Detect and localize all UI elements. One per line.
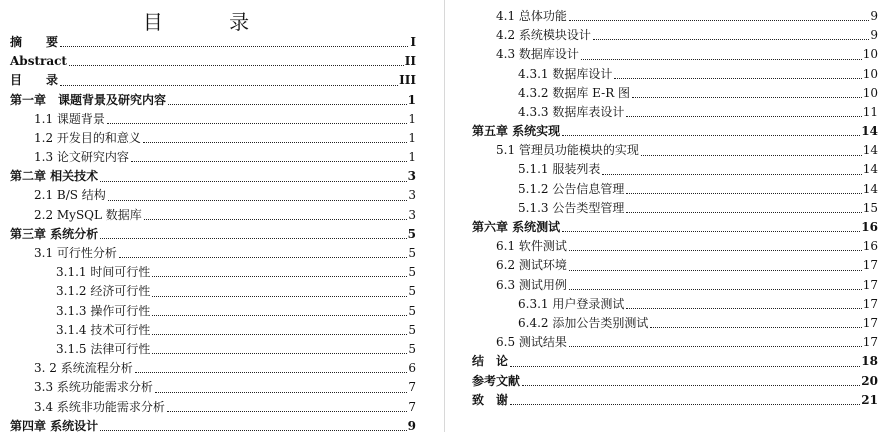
toc-entry[interactable] [10,321,416,340]
dot-leader [60,46,408,47]
toc-entry-page-number: 17 [862,335,878,350]
toc-entry-label: 5.1.2 公告信息管理 [518,181,625,196]
toc-entry-page-number: 3 [407,169,416,184]
toc-entry[interactable] [10,167,416,186]
toc-entry-page-number: 6 [408,361,416,376]
toc-entry-label: 4.3 数据库设计 [496,47,579,62]
toc-entry-label: 6.5 测试结果 [496,335,567,350]
toc-entry[interactable] [10,206,416,225]
toc-entry-label: 5.1 管理员功能模块的实现 [496,143,639,158]
toc-entry-page-number: 9 [407,418,416,433]
dot-leader [152,296,407,297]
toc-entry-label: 6.3 测试用例 [496,277,567,292]
toc-entry-label: 摘 要 [10,34,59,49]
toc-entry-page-number: 10 [862,47,878,62]
toc-entry[interactable] [472,26,878,45]
toc-entry-page-number: 17 [862,315,878,330]
page-title: 目 录 [142,10,280,34]
toc-entry-page-number: 5 [408,341,416,356]
toc-entry-page-number: 1 [408,150,416,165]
toc-entry-label: 6.2 测试环境 [496,258,567,273]
toc-entry-page-number: 5 [407,226,416,241]
toc-entry-label: Abstract [10,54,67,69]
toc-entry-label: 3.1.4 技术可行性 [56,322,151,337]
page-gutter [444,0,445,432]
dot-leader [155,392,407,393]
toc-entry-page-number: II [404,54,416,69]
toc-entry-label: 第二章 相关技术 [10,169,99,184]
dot-leader [522,385,860,386]
toc-entry[interactable] [472,256,878,275]
toc-entry[interactable] [472,391,878,410]
toc-entry-label: 5.1.1 服装列表 [518,162,601,177]
toc-entry-page-number: 1 [408,130,416,145]
toc-entry[interactable] [10,110,416,129]
toc-entry-page-number: I [410,34,416,49]
dot-leader [119,257,407,258]
toc-page-left [0,0,422,432]
toc-entry[interactable] [10,263,416,282]
toc-entry[interactable] [472,161,878,180]
toc-entry[interactable] [472,352,878,371]
toc-entry[interactable] [472,372,878,391]
toc-entry-label: 1.3 论文研究内容 [34,150,129,165]
dot-leader [152,353,407,354]
toc-entry-label: 5.1.3 公告类型管理 [518,200,625,215]
toc-entry-label: 第五章 系统实现 [472,124,561,139]
toc-entry-page-number: 17 [862,277,878,292]
toc-entry-page-number: 5 [408,265,416,280]
dot-leader [135,372,408,373]
toc-entry-page-number: 16 [861,220,878,235]
toc-entry-label: 第六章 系统测试 [472,220,561,235]
dot-leader [569,20,869,21]
toc-entry-page-number: 7 [408,380,416,395]
dot-leader [569,289,862,290]
toc-entry-page-number: 5 [408,322,416,337]
toc-list-right [472,7,878,410]
toc-entry-label: 6.3.1 用户登录测试 [518,296,625,311]
toc-entry-page-number: 18 [861,354,878,369]
toc-entry[interactable] [472,199,878,218]
toc-entry-label: 4.3.2 数据库 E-R 图 [518,85,631,100]
toc-entry-label: 参考文献 [472,373,521,388]
toc-entry-page-number: 11 [862,104,878,119]
dot-leader [168,104,407,105]
dot-leader [569,346,862,347]
toc-entry-label: 6.1 软件测试 [496,239,567,254]
dot-leader [152,334,407,335]
dot-leader [626,308,861,309]
dot-leader [650,327,861,328]
toc-entry[interactable] [10,71,416,90]
dot-leader [107,123,407,124]
dot-leader [131,161,407,162]
toc-entry-label: 第一章 课题背景及研究内容 [10,92,167,107]
toc-entry-label: 2.1 B/S 结构 [34,188,106,203]
dot-leader [144,219,408,220]
toc-entry-label: 目 录 [10,73,59,88]
toc-entry[interactable] [472,180,878,199]
toc-entry-label: 3.4 系统非功能需求分析 [34,399,165,414]
toc-entry-page-number: 1 [408,111,416,126]
toc-entry-label: 结 论 [472,354,509,369]
toc-entry-label: 6.4.2 添加公告类别测试 [518,315,649,330]
toc-entry-label: 1.2 开发目的和意义 [34,130,141,145]
toc-entry-label: 3.1.2 经济可行性 [56,284,151,299]
dot-leader [562,231,860,232]
toc-entry[interactable] [472,65,878,84]
dot-leader [614,78,861,79]
dot-leader [602,174,861,175]
toc-entry-page-number: 1 [407,92,416,107]
toc-entry[interactable] [472,122,878,141]
toc-entry[interactable] [10,359,416,378]
toc-entry-page-number: 3 [408,188,416,203]
toc-entry-label: 3.1.1 时间可行性 [56,265,151,280]
dot-leader [510,404,860,405]
toc-entry[interactable] [10,302,416,321]
dot-leader [510,366,860,367]
toc-entry[interactable] [472,7,878,26]
toc-list-left [10,33,416,436]
toc-entry-page-number: 16 [862,239,878,254]
dot-leader [641,155,862,156]
dot-leader [569,250,862,251]
toc-entry-label: 第四章 系统设计 [10,418,99,433]
toc-entry-label: 4.2 系统模块设计 [496,28,591,43]
dot-leader [143,142,407,143]
toc-entry-page-number: 21 [861,392,878,407]
toc-entry-page-number: 14 [862,181,878,196]
toc-entry-page-number: 5 [408,284,416,299]
toc-entry[interactable] [10,244,416,263]
toc-entry-page-number: 17 [862,258,878,273]
toc-entry[interactable] [10,129,416,148]
toc-entry-label: 2.2 MySQL 数据库 [34,207,142,222]
toc-entry[interactable] [10,52,416,71]
toc-entry-page-number: III [399,73,416,88]
toc-entry-page-number: 7 [408,399,416,414]
dot-leader [593,39,869,40]
toc-entry-label: 4.1 总体功能 [496,8,567,23]
toc-entry-page-number: 15 [862,200,878,215]
toc-entry-page-number: 10 [862,66,878,81]
toc-entry-label: 第三章 系统分析 [10,226,99,241]
dot-leader [152,315,407,316]
toc-entry-page-number: 9 [870,28,878,43]
dot-leader [626,116,861,117]
toc-page-right [466,0,888,432]
toc-entry-page-number: 14 [861,124,878,139]
toc-entry-page-number: 17 [862,296,878,311]
toc-entry-label: 3.1.5 法律可行性 [56,341,151,356]
toc-entry-label: 4.3.3 数据库表设计 [518,104,625,119]
toc-entry-page-number: 3 [408,207,416,222]
toc-entry[interactable] [472,45,878,64]
toc-entry-label: 3.1.3 操作可行性 [56,303,151,318]
toc-entry[interactable] [472,276,878,295]
toc-entry-page-number: 5 [408,303,416,318]
toc-entry-label: 3. 2 系统流程分析 [34,361,133,376]
toc-entry[interactable] [472,84,878,103]
toc-entry-page-number: 20 [861,373,878,388]
toc-entry[interactable] [472,103,878,122]
dot-leader [626,212,861,213]
dot-leader [632,97,862,98]
toc-entry[interactable] [10,378,416,397]
toc-entry-label: 3.3 系统功能需求分析 [34,380,153,395]
dot-leader [108,200,408,201]
dot-leader [60,85,398,86]
toc-entry[interactable] [10,340,416,359]
toc-entry-label: 致 谢 [472,392,509,407]
dot-leader [152,276,407,277]
toc-entry[interactable] [472,295,878,314]
dot-leader [581,59,862,60]
toc-entry-page-number: 14 [862,143,878,158]
toc-entry-label: 1.1 课题背景 [34,111,105,126]
toc-entry-page-number: 9 [870,8,878,23]
toc-entry-page-number: 5 [408,246,416,261]
toc-entry[interactable] [10,417,416,436]
toc-entry-page-number: 10 [862,85,878,100]
dot-leader [69,65,404,66]
toc-entry[interactable] [472,237,878,256]
dot-leader [100,430,406,431]
dot-leader [626,193,861,194]
dot-leader [100,181,406,182]
toc-entry[interactable] [10,33,416,52]
toc-entry[interactable] [10,398,416,417]
dot-leader [167,411,407,412]
toc-entry[interactable] [472,333,878,352]
toc-entry[interactable] [10,187,416,206]
dot-leader [562,135,860,136]
toc-entry-label: 4.3.1 数据库设计 [518,66,613,81]
toc-entry[interactable] [10,148,416,167]
toc-entry[interactable] [472,218,878,237]
toc-entry[interactable] [472,141,878,160]
toc-entry[interactable] [10,282,416,301]
toc-entry[interactable] [10,91,416,110]
toc-entry-page-number: 14 [862,162,878,177]
dot-leader [569,270,862,271]
toc-entry[interactable] [10,225,416,244]
toc-entry[interactable] [472,314,878,333]
dot-leader [100,238,406,239]
toc-entry-label: 3.1 可行性分析 [34,246,117,261]
